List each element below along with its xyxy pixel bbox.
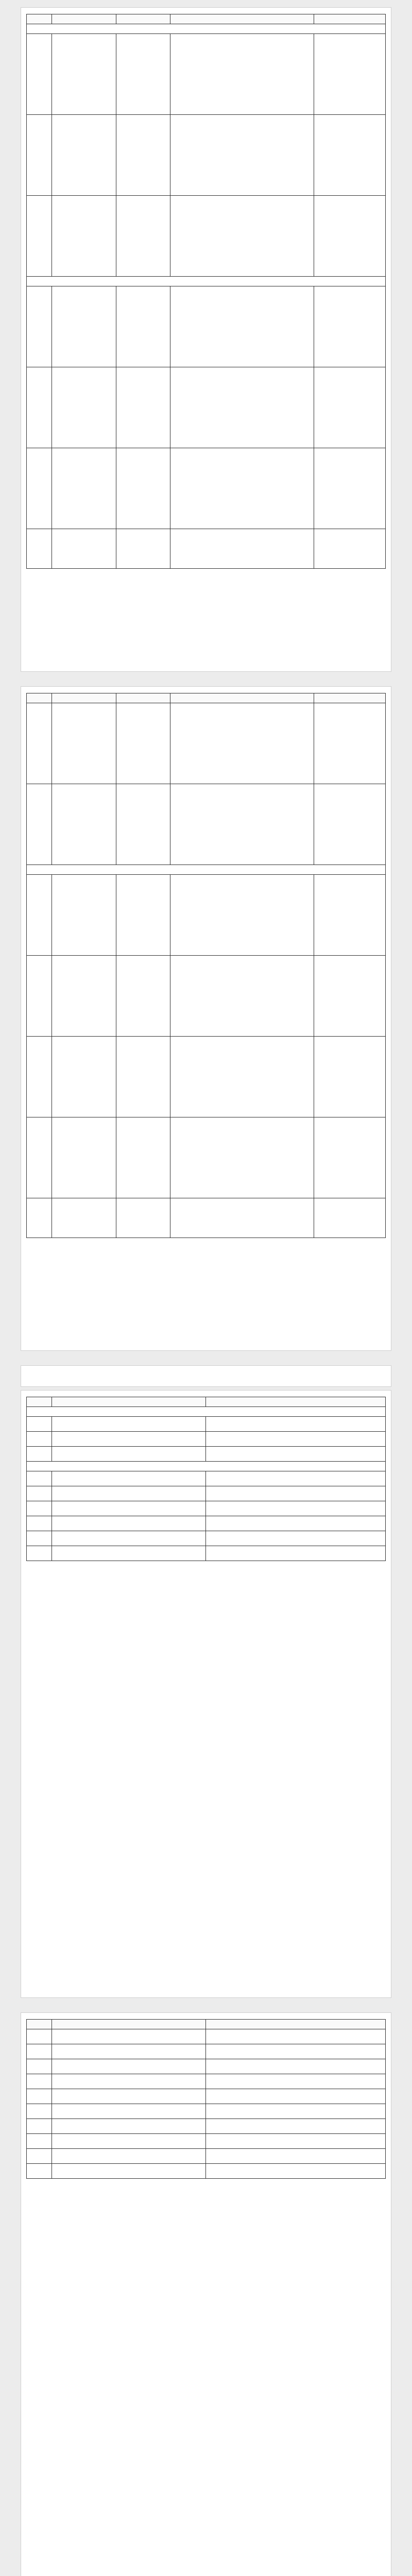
document — [21, 0, 391, 2576]
table-row — [27, 2149, 386, 2164]
table-row — [27, 196, 386, 277]
section-row — [27, 24, 386, 34]
page-number — [21, 675, 391, 681]
document-title — [21, 1365, 391, 1387]
table-row — [27, 1471, 386, 1486]
item-list-table — [26, 2019, 386, 2179]
table-row — [27, 2119, 386, 2134]
table-row — [27, 34, 386, 115]
table-row — [27, 784, 386, 865]
table-row — [27, 2134, 386, 2149]
table-header-row — [27, 1397, 386, 1407]
page-number — [21, 1354, 391, 1360]
table-row — [27, 2164, 386, 2179]
table-header-row — [27, 14, 386, 24]
table-row — [27, 1198, 386, 1238]
table-row — [27, 2104, 386, 2119]
table-row — [27, 367, 386, 448]
document-page — [21, 686, 391, 1351]
section-row — [27, 865, 386, 875]
table-row — [27, 1516, 386, 1531]
table-row — [27, 2074, 386, 2089]
page-number — [21, 2001, 391, 2007]
table-row — [27, 2029, 386, 2044]
table-row — [27, 1531, 386, 1546]
table-row — [27, 2059, 386, 2074]
document-page — [21, 1390, 391, 1998]
table-row — [27, 286, 386, 367]
table-row — [27, 1546, 386, 1561]
section-row — [27, 277, 386, 286]
table-row — [27, 1417, 386, 1432]
table-row — [27, 875, 386, 956]
table-row — [27, 529, 386, 569]
item-list-table — [26, 1397, 386, 1561]
duty-table — [26, 693, 386, 1238]
table-row — [27, 703, 386, 784]
table-row — [27, 2044, 386, 2059]
table-row — [27, 956, 386, 1037]
table-row — [27, 1447, 386, 1462]
table-row — [27, 2089, 386, 2104]
table-row — [27, 448, 386, 529]
table-row — [27, 1117, 386, 1198]
table-row — [27, 1037, 386, 1117]
table-row — [27, 1432, 386, 1447]
duty-table — [26, 14, 386, 569]
table-row — [27, 1486, 386, 1501]
section-row — [27, 1462, 386, 1471]
table-row — [27, 115, 386, 196]
table-header-row — [27, 2020, 386, 2029]
table-row — [27, 1501, 386, 1516]
document-page — [21, 7, 391, 672]
table-header-row — [27, 693, 386, 703]
section-row — [27, 1407, 386, 1417]
document-page — [21, 2012, 391, 2576]
